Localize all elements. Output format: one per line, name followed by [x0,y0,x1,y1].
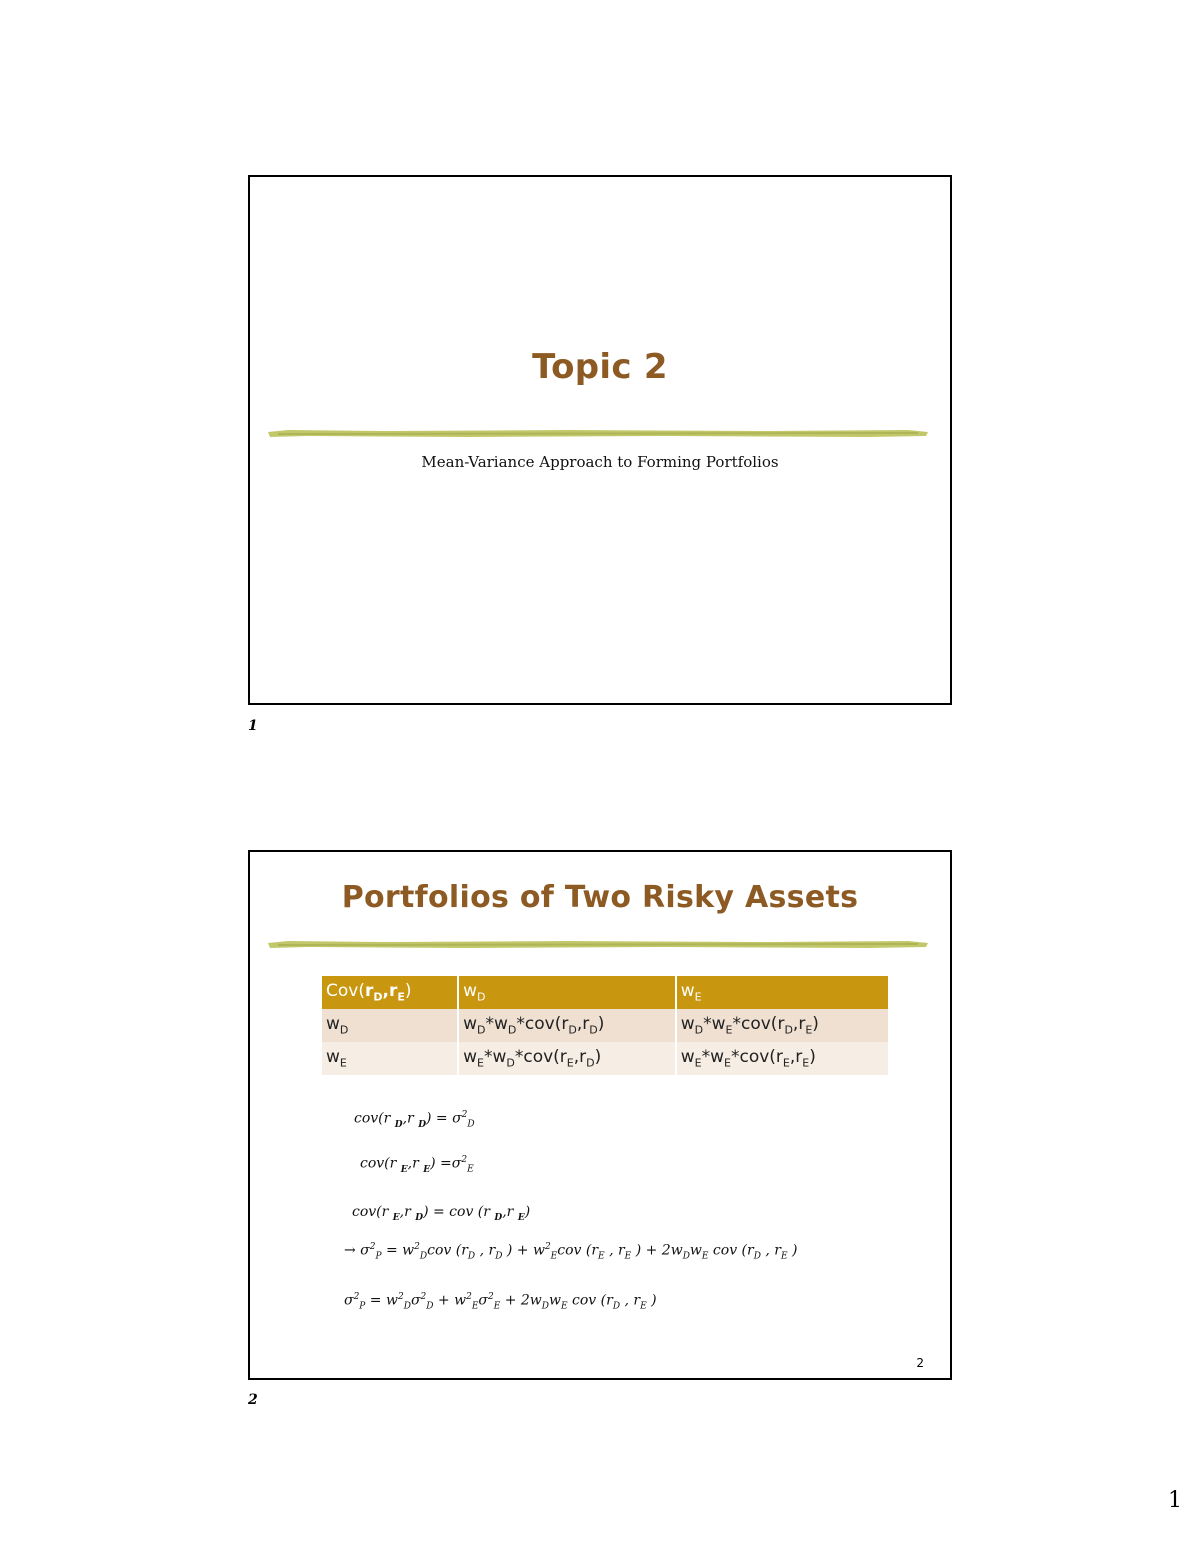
table-cell: $w_D*w_E*cov(r_D,r_E)$ [677,1009,888,1042]
slide-2-title-rule [268,938,928,950]
table-row-label-we: $w_E$ [322,1042,457,1075]
table-row-label-wd: $w_D$ [322,1009,457,1042]
equation-portfolio-variance-sigma: $\sigma^2_P = w^2_D\sigma^2_D + w^2_E\sigma^2_E + 2w_Dw_E$ cov ($r_D$ , $r_E$ ) [344,1292,657,1312]
table-cell: $w_E*w_E*cov(r_E,r_E)$ [677,1042,888,1075]
page-number: 1 [1168,1488,1182,1513]
equation-cov-dd: cov(r $_D$,r $_D) = \sigma^2_D$ [354,1110,475,1130]
covariance-table [320,976,890,1075]
slide-2-number: 2 [916,1356,924,1370]
slide-2 [248,850,952,1380]
slide-1-title: Topic 2 [532,347,668,387]
slide-1-title-rule [268,427,928,439]
slide-1-subtitle: Mean-Variance Approach to Forming Portfolios [421,453,779,471]
table-row [322,1009,888,1042]
slide-2-caption: 2 [248,1392,258,1408]
slide-2-title: Portfolios of Two Risky Assets [341,880,859,915]
slide-1-caption: 1 [248,718,258,734]
table-header-wd: $w_D$ [459,976,675,1009]
table-header-row [322,976,888,1009]
slide-1 [248,175,952,705]
equation-cov-symmetry: cov(r $_E$,r $_D$) = cov (r $_D$,r $_E$) [352,1204,531,1223]
table-cell: $w_E*w_D*cov(r_E,r_D)$ [459,1042,675,1075]
table-corner-cell: $Cov(r_D,r_E)$ [322,976,457,1009]
table-cell: $w_D*w_D*cov(r_D,r_D)$ [459,1009,675,1042]
equation-cov-ee: cov(r $_E$,r $_E) =\sigma^2_E$ [360,1155,474,1175]
table-row [322,1042,888,1075]
equation-portfolio-variance-cov: → $\sigma^2_P = w^2_Dcov$ ($r_D$ , $r_D$ ) + $w^2_Ecov$ ($r_E$ , $r_E$ ) + $2w_Dw_E$ cov ($r_D$ , $r_E$ ) [344,1242,798,1262]
table-header-we: $w_E$ [677,976,888,1009]
